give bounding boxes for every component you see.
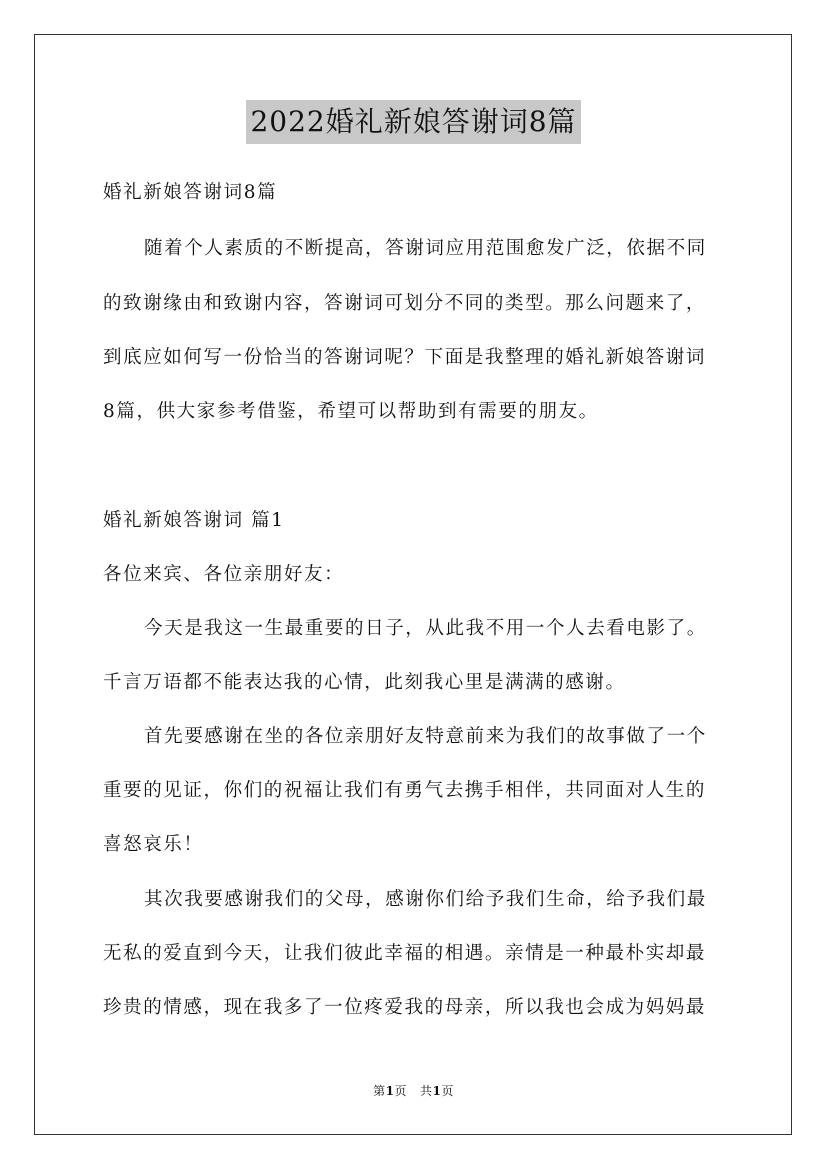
greeting: 各位来宾、各位亲朋好友： bbox=[103, 564, 345, 585]
total-number: 1 bbox=[432, 1084, 442, 1098]
intro-line: 的致谢缘由和致谢内容，答谢词可划分不同的类型。那么问题来了， bbox=[103, 293, 707, 314]
page-suffix: 页 bbox=[394, 1084, 408, 1098]
intro-line: 随着个人素质的不断提高，答谢词应用范围愈发广泛，依据不同 bbox=[144, 238, 707, 259]
section-heading: 婚礼新娘答谢词 篇1 bbox=[103, 510, 285, 531]
subtitle: 婚礼新娘答谢词8篇 bbox=[103, 182, 278, 203]
document-title: 2022婚礼新娘答谢词8篇 bbox=[246, 100, 580, 144]
paragraph-line: 其次我要感谢我们的父母，感谢你们给予我们生命，给予我们最 bbox=[144, 889, 707, 910]
page-number: 1 bbox=[385, 1084, 395, 1098]
intro-line: 8篇，供大家参考借鉴，希望可以帮助到有需要的朋友。 bbox=[103, 401, 599, 422]
intro-line: 到底应如何写一份恰当的答谢词呢？下面是我整理的婚礼新娘答谢词 bbox=[103, 347, 707, 368]
paragraph-line: 今天是我这一生最重要的日子，从此我不用一个人去看电影了。 bbox=[144, 618, 707, 639]
paragraph-line: 喜怒哀乐！ bbox=[103, 834, 204, 855]
title-container bbox=[0, 100, 827, 144]
total-suffix: 页 bbox=[441, 1084, 454, 1098]
paragraph-line: 无私的爱直到今天，让我们彼此幸福的相遇。亲情是一种最朴实却最 bbox=[103, 943, 707, 964]
paragraph-line: 珍贵的情感，现在我多了一位疼爱我的母亲，所以我也会成为妈妈最 bbox=[103, 997, 707, 1018]
page-prefix: 第 bbox=[373, 1084, 386, 1098]
total-prefix: 共 bbox=[419, 1084, 433, 1098]
paragraph-line: 重要的见证，你们的祝福让我们有勇气去携手相伴，共同面对人生的 bbox=[103, 780, 707, 801]
page-footer bbox=[0, 1082, 827, 1099]
paragraph-line: 首先要感谢在坐的各位亲朋好友特意前来为我们的故事做了一个 bbox=[144, 726, 707, 747]
paragraph-line: 千言万语都不能表达我的心情，此刻我心里是满满的感谢。 bbox=[103, 672, 626, 693]
